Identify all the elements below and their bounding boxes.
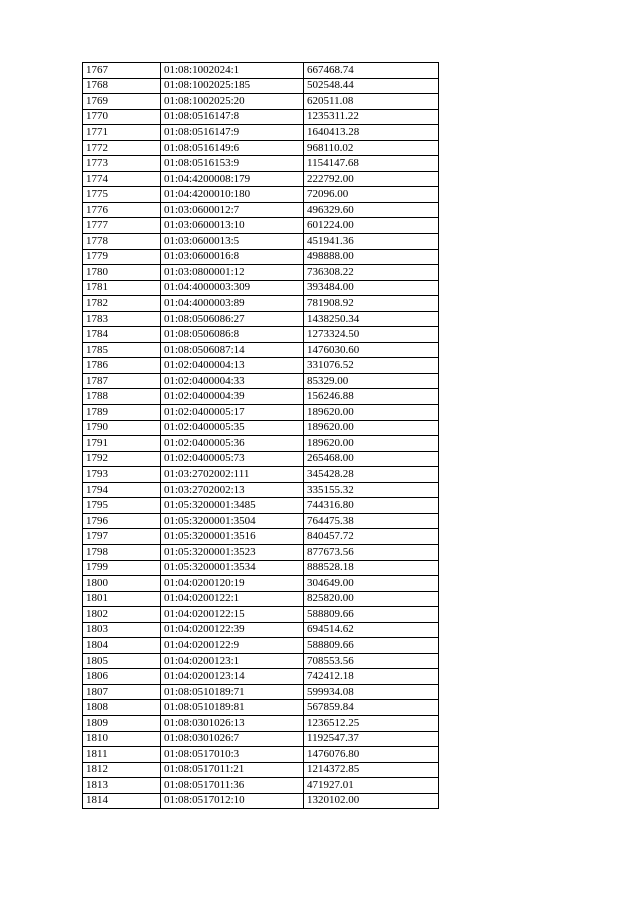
- amount-cell: 708553.56: [304, 653, 439, 669]
- table-row: [83, 607, 439, 623]
- table-row: [83, 125, 439, 141]
- row-number-cell: 1774: [83, 171, 161, 187]
- row-number-cell: 1814: [83, 793, 161, 809]
- row-number-cell: 1782: [83, 296, 161, 312]
- table-row: [83, 265, 439, 281]
- amount-cell: 222792.00: [304, 171, 439, 187]
- table-row: [83, 373, 439, 389]
- row-number-cell: 1802: [83, 607, 161, 623]
- row-number-cell: 1789: [83, 405, 161, 421]
- cadastral-number-cell: 01:03:0800001:12: [161, 265, 304, 281]
- row-number-cell: 1777: [83, 218, 161, 234]
- table-row: [83, 669, 439, 685]
- row-number-cell: 1812: [83, 762, 161, 778]
- row-number-cell: 1808: [83, 700, 161, 716]
- amount-cell: 588809.66: [304, 638, 439, 654]
- row-number-cell: 1805: [83, 653, 161, 669]
- amount-cell: 588809.66: [304, 607, 439, 623]
- cadastral-number-cell: 01:04:4000003:89: [161, 296, 304, 312]
- cadastral-number-cell: 01:08:0517012:10: [161, 793, 304, 809]
- cadastral-number-cell: 01:02:0400005:73: [161, 451, 304, 467]
- amount-cell: 877673.56: [304, 544, 439, 560]
- table-row: [83, 747, 439, 763]
- row-number-cell: 1768: [83, 78, 161, 94]
- row-number-cell: 1773: [83, 156, 161, 172]
- row-number-cell: 1784: [83, 327, 161, 343]
- amount-cell: 502548.44: [304, 78, 439, 94]
- table-row: [83, 576, 439, 592]
- row-number-cell: 1806: [83, 669, 161, 685]
- amount-cell: 744316.80: [304, 498, 439, 514]
- table-row: [83, 715, 439, 731]
- table-row: [83, 358, 439, 374]
- cadastral-number-cell: 01:05:3200001:3504: [161, 513, 304, 529]
- amount-cell: 599934.08: [304, 684, 439, 700]
- cadastral-number-cell: 01:08:0510189:81: [161, 700, 304, 716]
- cadastral-number-cell: 01:02:0400005:17: [161, 405, 304, 421]
- row-number-cell: 1769: [83, 94, 161, 110]
- row-number-cell: 1796: [83, 513, 161, 529]
- row-number-cell: 1776: [83, 202, 161, 218]
- row-number-cell: 1795: [83, 498, 161, 514]
- table-row: [83, 311, 439, 327]
- table-row: [83, 793, 439, 809]
- cadastral-number-cell: 01:04:0200122:9: [161, 638, 304, 654]
- amount-cell: 1192547.37: [304, 731, 439, 747]
- row-number-cell: 1785: [83, 342, 161, 358]
- table-row: [83, 327, 439, 343]
- row-number-cell: 1807: [83, 684, 161, 700]
- row-number-cell: 1790: [83, 420, 161, 436]
- row-number-cell: 1787: [83, 373, 161, 389]
- amount-cell: 451941.36: [304, 234, 439, 250]
- amount-cell: 189620.00: [304, 436, 439, 452]
- table-row: [83, 731, 439, 747]
- row-number-cell: 1803: [83, 622, 161, 638]
- table-row: [83, 78, 439, 94]
- amount-cell: 304649.00: [304, 576, 439, 592]
- amount-cell: 1438250.34: [304, 311, 439, 327]
- amount-cell: 1214372.85: [304, 762, 439, 778]
- table-row: [83, 762, 439, 778]
- table-row: [83, 622, 439, 638]
- cadastral-number-cell: 01:08:1002025:185: [161, 78, 304, 94]
- cadastral-number-cell: 01:08:0516149:6: [161, 140, 304, 156]
- table-row: [83, 529, 439, 545]
- amount-cell: 742412.18: [304, 669, 439, 685]
- cadastral-number-cell: 01:08:0516147:8: [161, 109, 304, 125]
- table-row: [83, 389, 439, 405]
- cadastral-number-cell: 01:04:4200008:179: [161, 171, 304, 187]
- data-table: [82, 62, 439, 809]
- table-row: [83, 653, 439, 669]
- table-row: [83, 420, 439, 436]
- row-number-cell: 1794: [83, 482, 161, 498]
- table-body: [83, 63, 439, 809]
- table-row: [83, 436, 439, 452]
- cadastral-number-cell: 01:08:0506086:8: [161, 327, 304, 343]
- cadastral-number-cell: 01:05:3200001:3534: [161, 560, 304, 576]
- cadastral-number-cell: 01:03:0600013:5: [161, 234, 304, 250]
- table-row: [83, 638, 439, 654]
- amount-cell: 667468.74: [304, 63, 439, 79]
- amount-cell: 345428.28: [304, 467, 439, 483]
- row-number-cell: 1778: [83, 234, 161, 250]
- table-row: [83, 482, 439, 498]
- cadastral-number-cell: 01:08:0517011:36: [161, 778, 304, 794]
- row-number-cell: 1799: [83, 560, 161, 576]
- table-row: [83, 342, 439, 358]
- table-row: [83, 140, 439, 156]
- row-number-cell: 1772: [83, 140, 161, 156]
- cadastral-number-cell: 01:02:0400004:39: [161, 389, 304, 405]
- table-row: [83, 187, 439, 203]
- row-number-cell: 1798: [83, 544, 161, 560]
- amount-cell: 694514.62: [304, 622, 439, 638]
- amount-cell: 393484.00: [304, 280, 439, 296]
- cadastral-number-cell: 01:02:0400005:36: [161, 436, 304, 452]
- amount-cell: 1273324.50: [304, 327, 439, 343]
- row-number-cell: 1770: [83, 109, 161, 125]
- row-number-cell: 1781: [83, 280, 161, 296]
- row-number-cell: 1767: [83, 63, 161, 79]
- row-number-cell: 1811: [83, 747, 161, 763]
- amount-cell: 265468.00: [304, 451, 439, 467]
- row-number-cell: 1788: [83, 389, 161, 405]
- row-number-cell: 1800: [83, 576, 161, 592]
- row-number-cell: 1810: [83, 731, 161, 747]
- table-row: [83, 234, 439, 250]
- cadastral-number-cell: 01:04:0200122:39: [161, 622, 304, 638]
- amount-cell: 968110.02: [304, 140, 439, 156]
- table-row: [83, 451, 439, 467]
- amount-cell: 840457.72: [304, 529, 439, 545]
- amount-cell: 888528.18: [304, 560, 439, 576]
- table-row: [83, 560, 439, 576]
- row-number-cell: 1783: [83, 311, 161, 327]
- cadastral-number-cell: 01:08:1002025:20: [161, 94, 304, 110]
- cadastral-number-cell: 01:08:0301026:13: [161, 715, 304, 731]
- row-number-cell: 1780: [83, 265, 161, 281]
- row-number-cell: 1779: [83, 249, 161, 265]
- amount-cell: 189620.00: [304, 420, 439, 436]
- row-number-cell: 1791: [83, 436, 161, 452]
- amount-cell: 331076.52: [304, 358, 439, 374]
- amount-cell: 620511.08: [304, 94, 439, 110]
- table-row: [83, 544, 439, 560]
- row-number-cell: 1797: [83, 529, 161, 545]
- row-number-cell: 1804: [83, 638, 161, 654]
- cadastral-number-cell: 01:08:0516147:9: [161, 125, 304, 141]
- cadastral-number-cell: 01:04:4000003:309: [161, 280, 304, 296]
- amount-cell: 1154147.68: [304, 156, 439, 172]
- cadastral-number-cell: 01:05:3200001:3516: [161, 529, 304, 545]
- table-row: [83, 467, 439, 483]
- row-number-cell: 1775: [83, 187, 161, 203]
- cadastral-number-cell: 01:04:0200122:15: [161, 607, 304, 623]
- table-row: [83, 109, 439, 125]
- amount-cell: 72096.00: [304, 187, 439, 203]
- row-number-cell: 1793: [83, 467, 161, 483]
- table-row: [83, 700, 439, 716]
- cadastral-number-cell: 01:08:0517010:3: [161, 747, 304, 763]
- cadastral-number-cell: 01:03:0600016:8: [161, 249, 304, 265]
- amount-cell: 1476076.80: [304, 747, 439, 763]
- table-row: [83, 684, 439, 700]
- cadastral-number-cell: 01:05:3200001:3485: [161, 498, 304, 514]
- table-row: [83, 591, 439, 607]
- amount-cell: 764475.38: [304, 513, 439, 529]
- table-row: [83, 63, 439, 79]
- cadastral-number-cell: 01:08:0517011:21: [161, 762, 304, 778]
- amount-cell: 1236512.25: [304, 715, 439, 731]
- cadastral-number-cell: 01:04:4200010:180: [161, 187, 304, 203]
- amount-cell: 736308.22: [304, 265, 439, 281]
- row-number-cell: 1792: [83, 451, 161, 467]
- row-number-cell: 1809: [83, 715, 161, 731]
- table-row: [83, 171, 439, 187]
- row-number-cell: 1771: [83, 125, 161, 141]
- table-row: [83, 498, 439, 514]
- amount-cell: 85329.00: [304, 373, 439, 389]
- amount-cell: 471927.01: [304, 778, 439, 794]
- cadastral-number-cell: 01:05:3200001:3523: [161, 544, 304, 560]
- cadastral-number-cell: 01:08:0506087:14: [161, 342, 304, 358]
- amount-cell: 498888.00: [304, 249, 439, 265]
- row-number-cell: 1786: [83, 358, 161, 374]
- amount-cell: 1640413.28: [304, 125, 439, 141]
- amount-cell: 601224.00: [304, 218, 439, 234]
- table-row: [83, 202, 439, 218]
- cadastral-number-cell: 01:03:2702002:13: [161, 482, 304, 498]
- cadastral-number-cell: 01:04:0200122:1: [161, 591, 304, 607]
- cadastral-number-cell: 01:02:0400005:35: [161, 420, 304, 436]
- cadastral-number-cell: 01:03:2702002:111: [161, 467, 304, 483]
- cadastral-number-cell: 01:02:0400004:13: [161, 358, 304, 374]
- row-number-cell: 1801: [83, 591, 161, 607]
- table-row: [83, 405, 439, 421]
- cadastral-number-cell: 01:08:0516153:9: [161, 156, 304, 172]
- table-row: [83, 280, 439, 296]
- amount-cell: 496329.60: [304, 202, 439, 218]
- cadastral-number-cell: 01:04:0200123:14: [161, 669, 304, 685]
- amount-cell: 567859.84: [304, 700, 439, 716]
- amount-cell: 825820.00: [304, 591, 439, 607]
- cadastral-number-cell: 01:08:0301026:7: [161, 731, 304, 747]
- table-row: [83, 218, 439, 234]
- table-row: [83, 513, 439, 529]
- amount-cell: 156246.88: [304, 389, 439, 405]
- table-row: [83, 94, 439, 110]
- amount-cell: 1320102.00: [304, 793, 439, 809]
- cadastral-number-cell: 01:08:0506086:27: [161, 311, 304, 327]
- cadastral-number-cell: 01:04:0200120:19: [161, 576, 304, 592]
- cadastral-number-cell: 01:08:0510189:71: [161, 684, 304, 700]
- cadastral-number-cell: 01:02:0400004:33: [161, 373, 304, 389]
- amount-cell: 1235311.22: [304, 109, 439, 125]
- table-row: [83, 249, 439, 265]
- cadastral-number-cell: 01:04:0200123:1: [161, 653, 304, 669]
- amount-cell: 335155.32: [304, 482, 439, 498]
- cadastral-number-cell: 01:03:0600013:10: [161, 218, 304, 234]
- amount-cell: 189620.00: [304, 405, 439, 421]
- table-row: [83, 296, 439, 312]
- row-number-cell: 1813: [83, 778, 161, 794]
- table-row: [83, 778, 439, 794]
- cadastral-number-cell: 01:08:1002024:1: [161, 63, 304, 79]
- amount-cell: 781908.92: [304, 296, 439, 312]
- table-row: [83, 156, 439, 172]
- amount-cell: 1476030.60: [304, 342, 439, 358]
- cadastral-number-cell: 01:03:0600012:7: [161, 202, 304, 218]
